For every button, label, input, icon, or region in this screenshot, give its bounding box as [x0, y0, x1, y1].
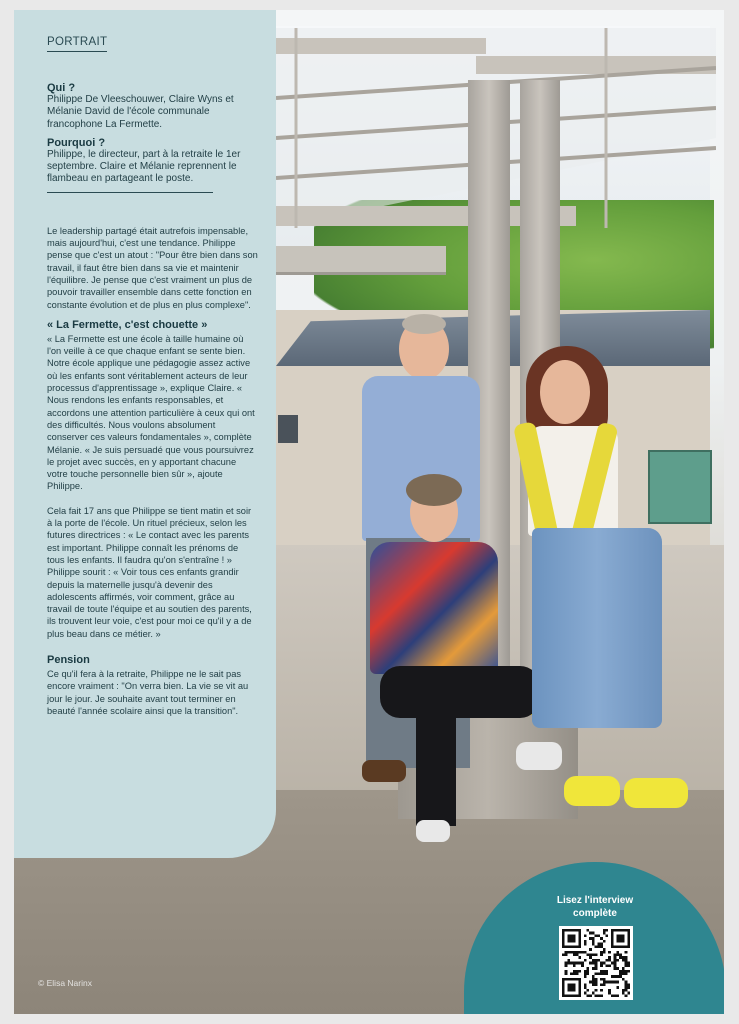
section1-paragraph-2: Cela fait 17 ans que Philippe se tient matin et soir à la porte de l'école. Un rituel précieux, selon les futures directrices : « Le contact avec les parents est important. Philippe connaît les prénoms de tous les enfants. Il faudra qu'on s'entraîne ! » Philippe sourit : « Voir tous ces enfants grandir depuis la maternelle jusqu'à devenir des adolescents affirmés, voir comment, grâce au travail de toute l'équipe et au soutien des parents, ils trouvent leur voie, c'est pour moi ce qu'il y a de plus beau dans ce métier. »: [47, 505, 252, 639]
section1-paragraph: « La Fermette est une école à taille humaine où l'on veille à ce que chaque enfant se sente bien. Notre école applique une pédagogie assez active où les enfants sont véritablement acteurs de leur processus d'apprentissage », explique Claire. « Nous rendons les enfants responsables, et accordons une attention particulière à ceux qui ont des difficultés. Nous voulons absolument conserver ces valeurs fondamentales », complète Mélanie. « Je suis persuadé que vous poursuivrez le projet avec succès, en y apportant chacune votre touche personnelle bien sûr », ajoute Philippe.: [47, 333, 255, 492]
section-tag: PORTRAIT: [47, 36, 107, 52]
who-text: Philippe De Vleeschouwer, Claire Wyns et Mélanie David de l'école communale francophone La Fermette.: [47, 94, 234, 130]
section2-heading: Pension: [47, 653, 90, 666]
article-panel: [14, 10, 276, 858]
intro-paragraph: Le leadership partagé était autrefois impensable, mais aujourd'hui, c'est une tendance. Philippe pense que c'est un atout : "Pour être bien dans son travail, il faut être bien dans sa vie et maintenir l'équilibre. Je pense que c'est vraiment un plus de pouvoir travailler ensemble dans cette fonction en constante évolution et de plus en plus complexe".: [47, 225, 258, 310]
photo-beam: [276, 246, 446, 275]
magazine-page: [14, 10, 724, 1014]
photo-window: [278, 415, 298, 443]
divider: [47, 192, 213, 193]
qr-code-icon[interactable]: [559, 926, 633, 1000]
section1-heading: « La Fermette, c'est chouette »: [47, 318, 208, 331]
photo-credit: © Elisa Narinx: [38, 978, 92, 988]
who-title: Qui ?: [47, 82, 76, 94]
section2-paragraph: Ce qu'il fera à la retraite, Philippe ne le sait pas encore vraiment : "On verra bien. La vie se vit au jour le jour. Je souhaite avant tout terminer en beauté l'année scolaire ainsi que la transition".: [47, 668, 249, 716]
why-title: Pourquoi ?: [47, 136, 106, 149]
interview-title: Lisez l'interview complète: [556, 895, 634, 919]
person-melanie: [506, 342, 696, 842]
why-text: Philippe, le directeur, part à la retraite le 1er septembre. Claire et Mélanie reprennent le flambeau en partageant le poste.: [47, 148, 241, 185]
